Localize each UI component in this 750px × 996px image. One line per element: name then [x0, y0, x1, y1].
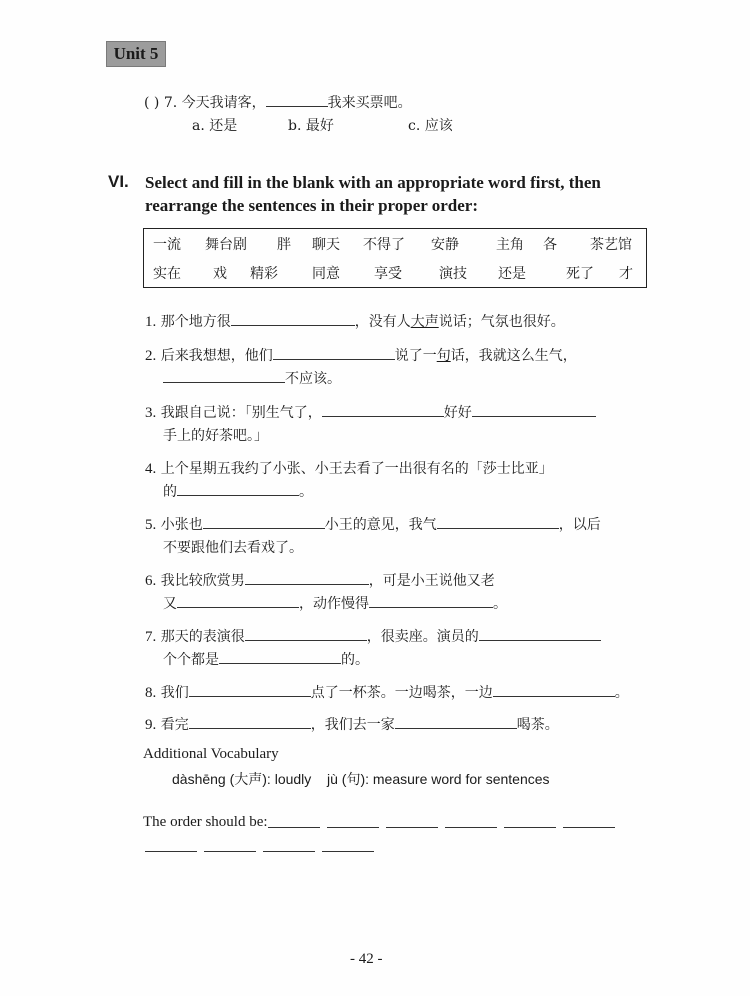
- order-blank[interactable]: [327, 826, 379, 828]
- word-bank-item: 安静: [431, 237, 459, 253]
- order-blank[interactable]: [145, 850, 197, 852]
- word-bank-item: 同意: [312, 266, 340, 282]
- sentence-text: 的: [163, 484, 177, 500]
- fill-blank[interactable]: [437, 514, 559, 529]
- sentence-text: 说话；气氛也很好。: [438, 314, 565, 330]
- word-bank-item: 胖: [277, 237, 291, 253]
- additional-vocab-title: Additional Vocabulary: [143, 746, 279, 762]
- section-heading-line-2: rearrange the sentences in their proper order:: [145, 196, 479, 215]
- section-number: VI.: [108, 172, 129, 191]
- word-bank-item: 戏: [213, 266, 227, 282]
- sentence-text: 喝茶。: [516, 717, 559, 733]
- sentence-2: [145, 345, 577, 365]
- sentence-text: ，以后: [558, 517, 601, 533]
- q7-blank[interactable]: [266, 92, 328, 107]
- order-blank[interactable]: [445, 826, 497, 828]
- sentence-number: 3.: [145, 405, 157, 421]
- section-heading-line-1: Select and fill in the blank with an appropriate word first, then: [145, 173, 601, 192]
- word-bank-item: 不得了: [363, 237, 405, 253]
- fill-blank[interactable]: [369, 593, 493, 608]
- fill-blank[interactable]: [177, 593, 299, 608]
- order-blank[interactable]: [322, 850, 374, 852]
- fill-blank[interactable]: [322, 402, 444, 417]
- order-blank[interactable]: [386, 826, 438, 828]
- unit-badge: Unit 5: [106, 41, 166, 67]
- sentence-text: 那天的表演很: [160, 629, 245, 645]
- sentence-text: 手上的好茶吧。」: [163, 428, 268, 444]
- fill-blank[interactable]: [177, 481, 299, 496]
- sentence-number: 6.: [145, 573, 157, 589]
- page-number: - 42 -: [350, 951, 383, 967]
- sentence-number: 7.: [145, 629, 157, 645]
- fill-blank[interactable]: [472, 402, 596, 417]
- sentence-text: ，没有人: [354, 314, 411, 330]
- sentence-6: [145, 570, 495, 590]
- word-bank-item: 各: [543, 237, 557, 253]
- fill-blank[interactable]: [245, 626, 367, 641]
- word-bank-item: 还是: [498, 266, 526, 282]
- q7-option-a: a. 还是: [192, 118, 238, 134]
- fill-blank[interactable]: [273, 345, 395, 360]
- sentence-6-cont: [163, 593, 507, 613]
- fill-blank[interactable]: [479, 626, 601, 641]
- q7-stem-before: 7. 今天我请客，: [163, 95, 266, 111]
- sentence-number: 9.: [145, 717, 157, 733]
- sentence-text: ，可是小王说他又老: [368, 573, 495, 589]
- word-bank-item: 聊天: [312, 237, 340, 253]
- sentence-text: 个个都是: [163, 652, 219, 668]
- sentence-2-cont: [163, 368, 341, 388]
- word-bank-item: 精彩: [250, 266, 278, 282]
- sentence-text: 小张也: [160, 517, 203, 533]
- fill-blank[interactable]: [245, 570, 369, 585]
- word-bank-item: 主角: [496, 237, 524, 253]
- q7-option-b: b. 最好: [288, 118, 334, 134]
- sentence-number: 2.: [145, 348, 157, 364]
- sentence-text: ，很卖座。演员的: [366, 629, 479, 645]
- sentence-text: 说了一: [394, 348, 437, 364]
- sentence-text: 上个星期五我约了小张、小王去看了一出很有名的「莎士比亚」: [160, 461, 553, 477]
- sentence-text: 。: [299, 484, 313, 500]
- fill-blank[interactable]: [189, 682, 311, 697]
- sentence-text: 我比较欣赏男: [160, 573, 245, 589]
- sentence-text: 。: [493, 596, 507, 612]
- fill-blank[interactable]: [395, 714, 517, 729]
- sentence-text: 好好: [443, 405, 472, 421]
- word-bank-item: 死了: [566, 266, 594, 282]
- vocab-highlight: 大声: [410, 314, 439, 330]
- vocab-entry-ju: jù (句): measure word for sentences: [327, 771, 550, 787]
- sentence-text: 我跟自己说：「别生气了，: [160, 405, 322, 421]
- sentence-number: 1.: [145, 314, 157, 330]
- sentence-text: 不应该。: [285, 371, 341, 387]
- word-bank-item: 才: [619, 266, 633, 282]
- sentence-9: [145, 714, 559, 734]
- sentence-3-cont: [163, 425, 268, 445]
- order-blank[interactable]: [563, 826, 615, 828]
- word-bank-item: 演技: [439, 266, 467, 282]
- fill-blank[interactable]: [231, 311, 355, 326]
- sentence-7-cont: [163, 649, 369, 669]
- sentence-text: ，我们去一家: [310, 717, 395, 733]
- order-blank[interactable]: [504, 826, 556, 828]
- sentence-7: [145, 626, 601, 646]
- order-blank[interactable]: [204, 850, 256, 852]
- fill-blank[interactable]: [493, 682, 615, 697]
- answer-paren: ( ): [144, 95, 160, 111]
- sentence-number: 4.: [145, 461, 157, 477]
- sentence-3: [145, 402, 596, 422]
- sentence-text: 又: [163, 596, 177, 612]
- q7-stem-after: 我来买票吧。: [327, 95, 412, 111]
- question-7: [144, 92, 412, 112]
- word-bank-item: 一流: [153, 237, 181, 253]
- word-bank-item: 舞台剧: [205, 237, 247, 253]
- order-blank[interactable]: [268, 826, 320, 828]
- vocab-entry-dasheng: dàshēng (大声): loudly: [172, 771, 312, 787]
- sentence-8: [145, 682, 629, 702]
- fill-blank[interactable]: [189, 714, 311, 729]
- sentence-4: [145, 458, 553, 478]
- sentence-text: 看完: [160, 717, 189, 733]
- order-label: The order should be:: [143, 814, 268, 830]
- fill-blank[interactable]: [163, 368, 285, 383]
- sentence-text: 话，我就这么生气，: [450, 348, 577, 364]
- vocab-highlight: 句: [436, 348, 451, 364]
- sentence-text: 点了一杯茶。一边喝茶，一边: [310, 685, 493, 701]
- sentence-text: 小王的意见，我气: [324, 517, 437, 533]
- sentence-text: 不要跟他们去看戏了。: [163, 540, 303, 556]
- word-bank-item: 茶艺馆: [590, 237, 632, 253]
- sentence-1: [145, 311, 565, 331]
- sentence-text: 我们: [160, 685, 189, 701]
- sentence-5-cont: [163, 537, 303, 557]
- q7-option-c: c. 应该: [408, 118, 453, 134]
- order-blank[interactable]: [263, 850, 315, 852]
- sentence-text: 那个地方很: [160, 314, 231, 330]
- sentence-number: 5.: [145, 517, 157, 533]
- fill-blank[interactable]: [203, 514, 325, 529]
- sentence-number: 8.: [145, 685, 157, 701]
- word-bank-item: 享受: [374, 266, 402, 282]
- sentence-5: [145, 514, 601, 534]
- sentence-text: 的。: [341, 652, 369, 668]
- word-bank-item: 实在: [153, 266, 181, 282]
- sentence-4-cont: [163, 481, 313, 501]
- fill-blank[interactable]: [219, 649, 341, 664]
- sentence-text: 。: [614, 685, 629, 701]
- sentence-text: ，动作慢得: [299, 596, 369, 612]
- section-heading: [145, 171, 665, 217]
- sentence-text: 后来我想想，他们: [160, 348, 273, 364]
